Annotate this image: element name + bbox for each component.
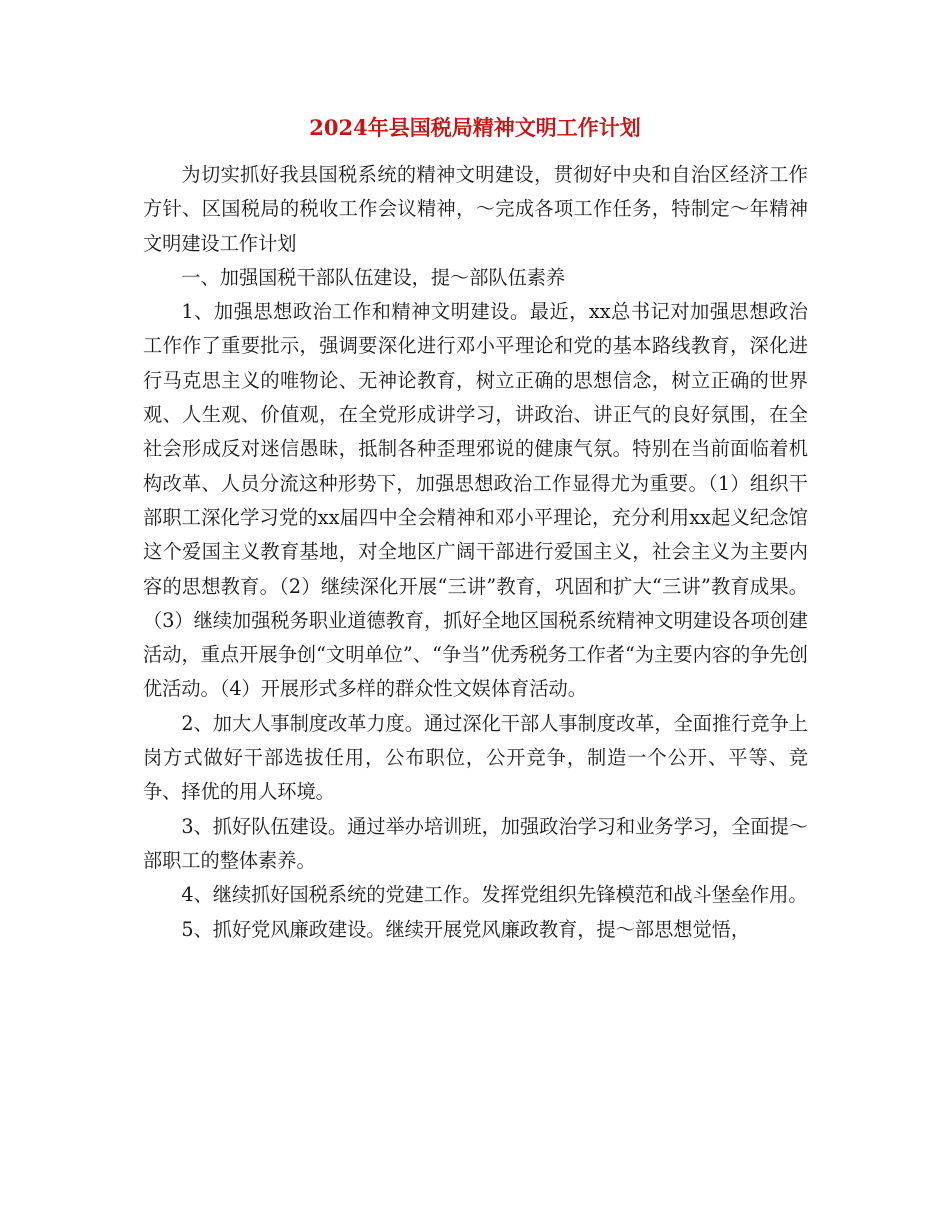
document-title: 2024年县国税局精神文明工作计划	[309, 115, 641, 140]
paragraph-item-2: 2、加大人事制度改革力度。通过深化干部人事制度改革，全面推行竞争上岗方式做好干部选拔任用，公布职位，公开竞争，制造一个公开、平等、竞争、择优的用人环境。	[143, 711, 808, 804]
section-heading-1: 一、加强国税干部队伍建设，提～部队伍素养	[181, 265, 566, 289]
paragraph-item-4: 4、继续抓好国税系统的党建工作。发挥党组织先锋模范和战斗堡垒作用。	[181, 883, 808, 907]
paragraph-item-5: 5、抓好党风廉政建设。继续开展党风廉政教育，提～部思想觉悟，	[181, 917, 751, 941]
document-body	[143, 158, 808, 947]
paragraph-item-1: 1、加强思想政治工作和精神文明建设。最近，xx总书记对加强思想政治工作作了重要批示，强调要深化进行邓小平理论和党的基本路线教育，深化进行马克思主义的唯物论、无神论教育，树立正确的思想信念，树立正确的世界观、人生观、价值观，在全党形成讲学习，讲政治、讲正气的良好氛围，在全社会形成反对迷信愚昧，抵制各种歪理邪说的健康气氛。特别在当前面临着机构改革、人员分流这种形势下，加强思想政治工作显得尤为重要。（1）组织干部职工深化学习党的xx届四中全会精神和邓小平理论，充分利用xx起义纪念馆这个爱国主义教育基地，对全地区广阔干部进行爱国主义，社会主义为主要内容的思想教育。（2）继续深化开展“三讲”教育，巩固和扩大“三讲”教育成果。（3）继续加强税务职业道德教育，抓好全地区国税系统精神文明建设各项创建活动，重点开展争创“文明单位”、“争当”优秀税务工作者“为主要内容的争先创优活动。（4）开展形式多样的群众性文娱体育活动。	[143, 300, 808, 701]
paragraph-intro: 为切实抓好我县国税系统的精神文明建设，贯彻好中央和自治区经济工作方针、区国税局的税收工作会议精神，～完成各项工作任务，特制定～年精神文明建设工作计划	[143, 163, 808, 255]
paragraph-item-3: 3、抓好队伍建设。通过举办培训班，加强政治学习和业务学习，全面提～部职工的整体素养。	[143, 814, 808, 872]
